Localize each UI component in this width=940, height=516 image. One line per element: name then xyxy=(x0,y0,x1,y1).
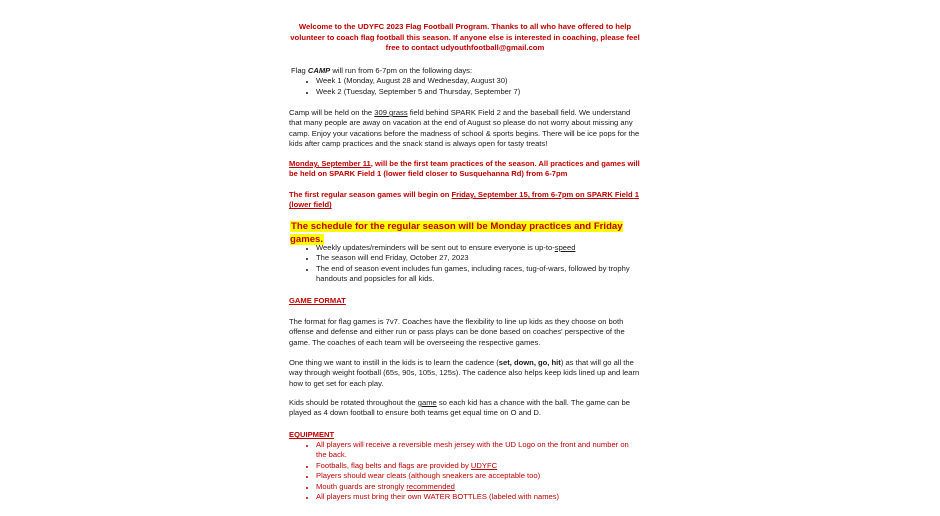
game-format-p2: One thing we want to instill in the kids is to learn the cadence (set, down, go, hit) as that will go all the way through weight football (65s, 90s, 105s, 125s). The cadence also helps keep kids lined up and learn how to get set for each play. xyxy=(289,358,640,388)
game-link: game xyxy=(417,398,437,407)
first-practice-date: Monday, September 11 xyxy=(289,159,371,168)
camp-location-link: 309 grass xyxy=(374,108,408,117)
equipment-section xyxy=(289,440,641,502)
equipment-item-mouthguards: • Mouth guards are strongly recommended xyxy=(316,482,641,492)
first-practice-paragraph: Monday, September 11, will be the first team practices of the season. All practices and games will be held on SPARK Field 1 (lower field closer to Susquehanna Rd) from 6-7pm xyxy=(289,159,640,179)
camp-weeks-list xyxy=(289,76,641,97)
camp-week-2: • Week 2 (Tuesday, September 5 and Thursday, September 7) xyxy=(316,87,641,97)
intro-paragraph: Welcome to the UDYFC 2023 Flag Football Program. Thanks to all who have offered to help volunteer to coach flag football this season. If anyone else is interested in coaching, please feel free to contact udyouthfootball@gmail.com xyxy=(290,22,640,53)
equipment-item-flags: • Footballs, flag belts and flags are provided by UDYFC xyxy=(316,461,641,471)
game-format-p3: Kids should be rotated throughout the game so each kid has a chance with the ball. The game can be played as 4 down football to ensure both teams get equal time on O and D. xyxy=(289,398,630,418)
season-section xyxy=(289,243,641,285)
first-games-paragraph: The first regular season games will begin on Friday, September 15, from 6-7pm on SPARK Field 1 (lower field) xyxy=(289,190,639,210)
season-list xyxy=(289,243,641,285)
schedule-highlight: The schedule for the regular season will be Monday practices and Friday games. xyxy=(290,221,623,245)
season-item-event: • The end of season event includes fun games, including races, tug-of-wars, followed by trophy handouts and popsicles for all kids. xyxy=(316,264,641,285)
game-format-p1: The format for flag games is 7v7. Coaches have the flexibility to line up kids as they choose on both offense and defense and either run or pass plays can be done based on coaches' perspective of the game. The coaches of each team will be overseeing the respective games. xyxy=(289,317,625,347)
camp-section xyxy=(289,66,641,97)
equipment-item-water: • All players must bring their own WATER BOTTLES (labeled with names) xyxy=(316,492,641,502)
camp-emphasis: CAMP xyxy=(307,66,331,75)
equipment-heading: EQUIPMENT xyxy=(289,430,335,439)
game-format-heading: GAME FORMAT xyxy=(289,296,346,305)
season-item-updates: • Weekly updates/reminders will be sent out to ensure everyone is up-to-speed xyxy=(316,243,641,253)
camp-week-1: • Week 1 (Monday, August 28 and Wednesday, August 30) xyxy=(316,76,641,86)
equipment-item-jersey: • All players will receive a reversible mesh jersey with the UD Logo on the front and number on the back. xyxy=(316,440,641,461)
equipment-list xyxy=(289,440,641,502)
season-item-end: • The season will end Friday, October 27, 2023 xyxy=(316,253,641,263)
camp-label: Flag CAMP will run from 6-7pm on the following days: xyxy=(291,66,473,75)
equipment-item-cleats: • Players should wear cleats (although sneakers are acceptable too) xyxy=(316,471,641,481)
camp-info-paragraph: Camp will be held on the 309 grass field behind SPARK Field 2 and the baseball field. We understand that many people are away on vacation at the end of August so please do not worry about missing any camp. Enjoy your vacations before the madness of school & sports begins. There will be ice pops for the kids after camp practices and the snack stand is always open for tasty treats! xyxy=(289,108,640,149)
first-games-date: Friday, September 15, from 6-7pm on SPARK Field 1 (lower field) xyxy=(289,190,639,210)
cadence-words: set, down, go, hit xyxy=(498,358,561,367)
